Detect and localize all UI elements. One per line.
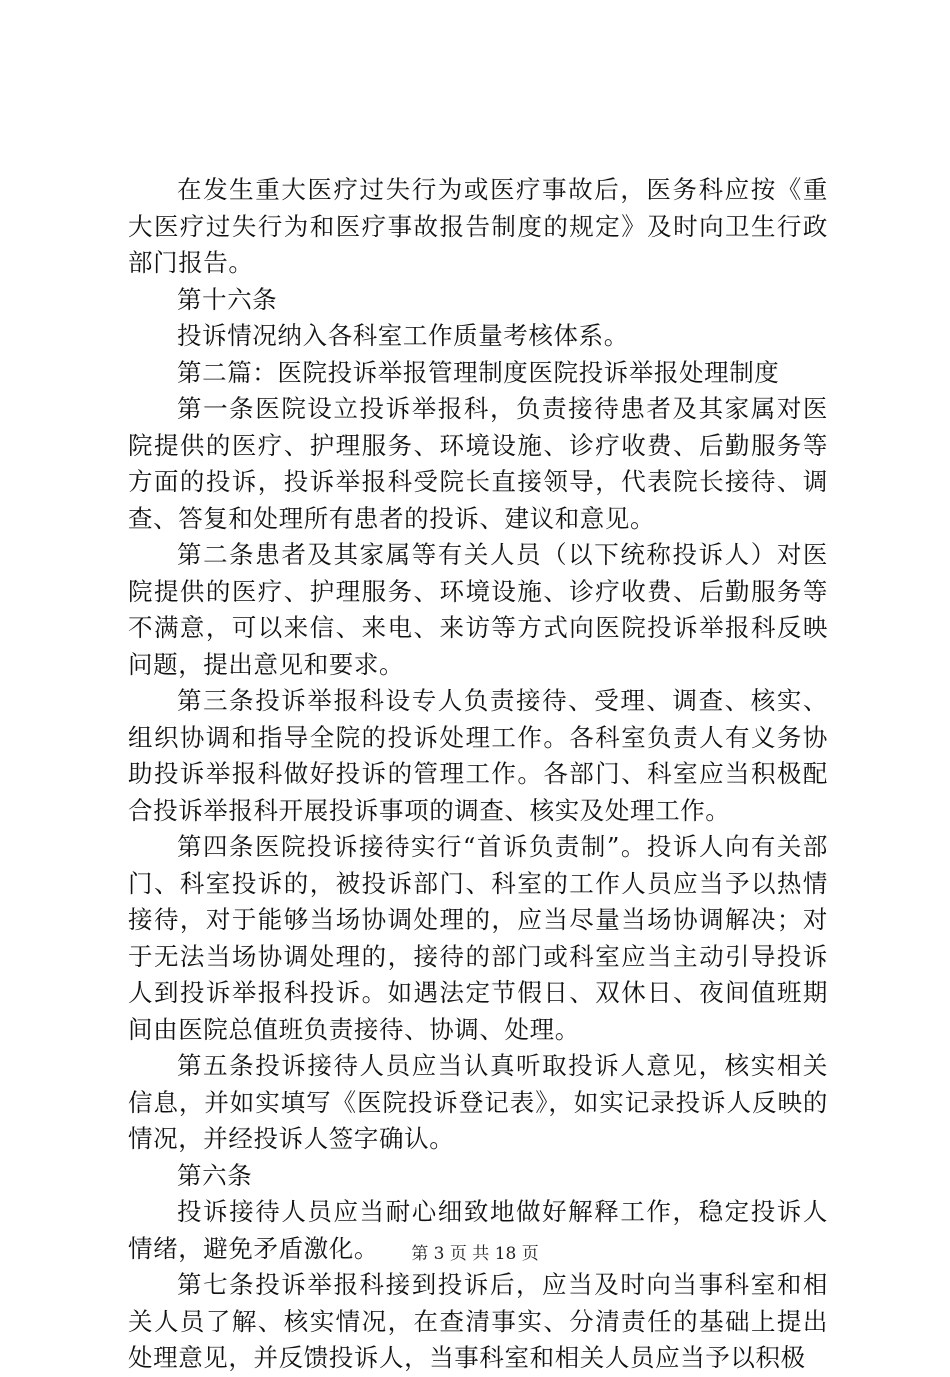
- article-heading: 第十六条: [177, 284, 278, 314]
- article-heading: 第六条: [177, 1160, 253, 1190]
- paragraph: 第五条投诉接待人员应当认真听取投诉人意见，核实相关信息，并如实填写《医院投诉登记表》，如实记录投诉人反映的情况，并经投诉人签字确认。: [128, 1051, 828, 1153]
- paragraph: 第二条患者及其家属等有关人员（以下统称投诉人）对医院提供的医疗、护理服务、环境设施、诊疗收费、后勤服务等不满意，可以来信、来电、来访等方式向医院投诉举报科反映问题，提出意见和要求。: [128, 540, 828, 679]
- page-number-footer: 第 3 页 共 18 页: [411, 1244, 539, 1264]
- paragraph: 第三条投诉举报科设专人负责接待、受理、调查、核实、组织协调和指导全院的投诉处理工作。各科室负责人有义务协助投诉举报科做好投诉的管理工作。各部门、科室应当积极配合投诉举报科开展投诉事项的调查、核实及处理工作。: [128, 686, 828, 825]
- paragraph: 在发生重大医疗过失行为或医疗事故后，医务科应按《重大医疗过失行为和医疗事故报告制度的规定》及时向卫生行政部门报告。: [128, 175, 828, 277]
- paragraph: 投诉情况纳入各科室工作质量考核体系。: [177, 321, 629, 350]
- paragraph: 投诉接待人员应当耐心细致地做好解释工作，稳定投诉人情绪，避免矛盾激化。: [128, 1197, 828, 1263]
- paragraph: 第一条医院设立投诉举报科，负责接待患者及其家属对医院提供的医疗、护理服务、环境设施、诊疗收费、后勤服务等方面的投诉，投诉举报科受院长直接领导，代表院长接待、调查、答复和处理所有患者的投诉、建议和意见。: [128, 394, 828, 533]
- paragraph: 第四条医院投诉接待实行“首诉负责制”。投诉人向有关部门、科室投诉的，被投诉部门、科室的工作人员应当予以热情接待，对于能够当场协调处理的，应当尽量当场协调解决；对于无法当场协调处理的，接待的部门或科室应当主动引导投诉人到投诉举报科投诉。如遇法定节假日、双休日、夜间值班期间由医院总值班负责接待、协调、处理。: [128, 832, 828, 1044]
- paragraph: 第七条投诉举报科接到投诉后，应当及时向当事科室和相关人员了解、核实情况，在查清事实、分清责任的基础上提出处理意见，并反馈投诉人，当事科室和相关人员应当予以积极: [128, 1270, 828, 1372]
- document-body: [128, 172, 828, 1377]
- section-title: 第二篇：医院投诉举报管理制度医院投诉举报处理制度: [177, 357, 780, 387]
